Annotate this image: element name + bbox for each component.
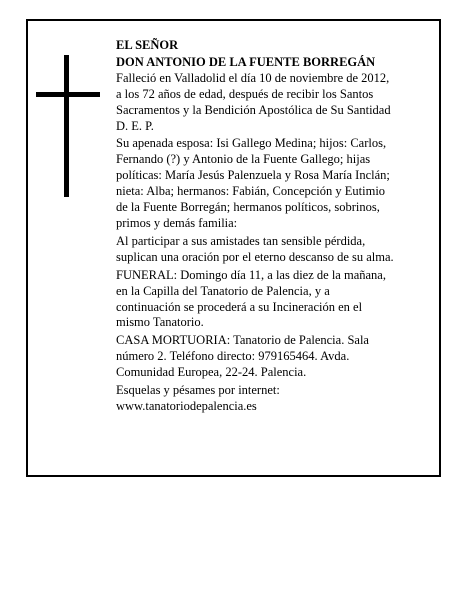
- death-announcement-paragraph: Falleció en Valladolid el día 10 de noviembre de 2012, a los 72 años de edad, después de recibir los Santos Sacramentos y la Bendición Apostólica de Su Santidad D. E. P.: [116, 70, 391, 133]
- deceased-name: DON ANTONIO DE LA FUENTE BORREGÁN: [116, 54, 376, 69]
- online-condolences-paragraph: Esquelas y pésames por internet: www.tanatoriodepalencia.es: [116, 383, 280, 413]
- obituary-text: [116, 38, 426, 415]
- obituary-title: EL SEÑOR: [116, 38, 179, 52]
- latin-cross-icon: [36, 55, 100, 197]
- cross-horizontal-bar: [36, 92, 100, 97]
- prayer-request-paragraph: Al participar a sus amistades tan sensible pérdida, suplican una oración por el eterno descanso de su alma.: [116, 233, 394, 264]
- family-paragraph: Su apenada esposa: Isi Gallego Medina; hijos: Carlos, Fernando (?) y Antonio de la Fuente Gallego; hijas políticas: María Jesús Palenzuela y Rosa María Inclán; nieta: Alba; hermanos: Fabián, Concepción y Eutimio de la Fuente Borregán; hermanos políticos, sobrinos, primos y demás familia:: [116, 136, 390, 230]
- funeral-home-paragraph: CASA MORTUORIA: Tanatorio de Palencia. Sala número 2. Teléfono directo: 979165464. Avda. Comunidad Europea, 22-24. Palencia.: [116, 333, 369, 380]
- funeral-details-paragraph: FUNERAL: Domingo día 11, a las diez de la mañana, en la Capilla del Tanatorio de Palencia, y a continuación se procederá a su Incineración en el mismo Tanatorio.: [116, 267, 386, 330]
- cross-vertical-bar: [64, 55, 69, 197]
